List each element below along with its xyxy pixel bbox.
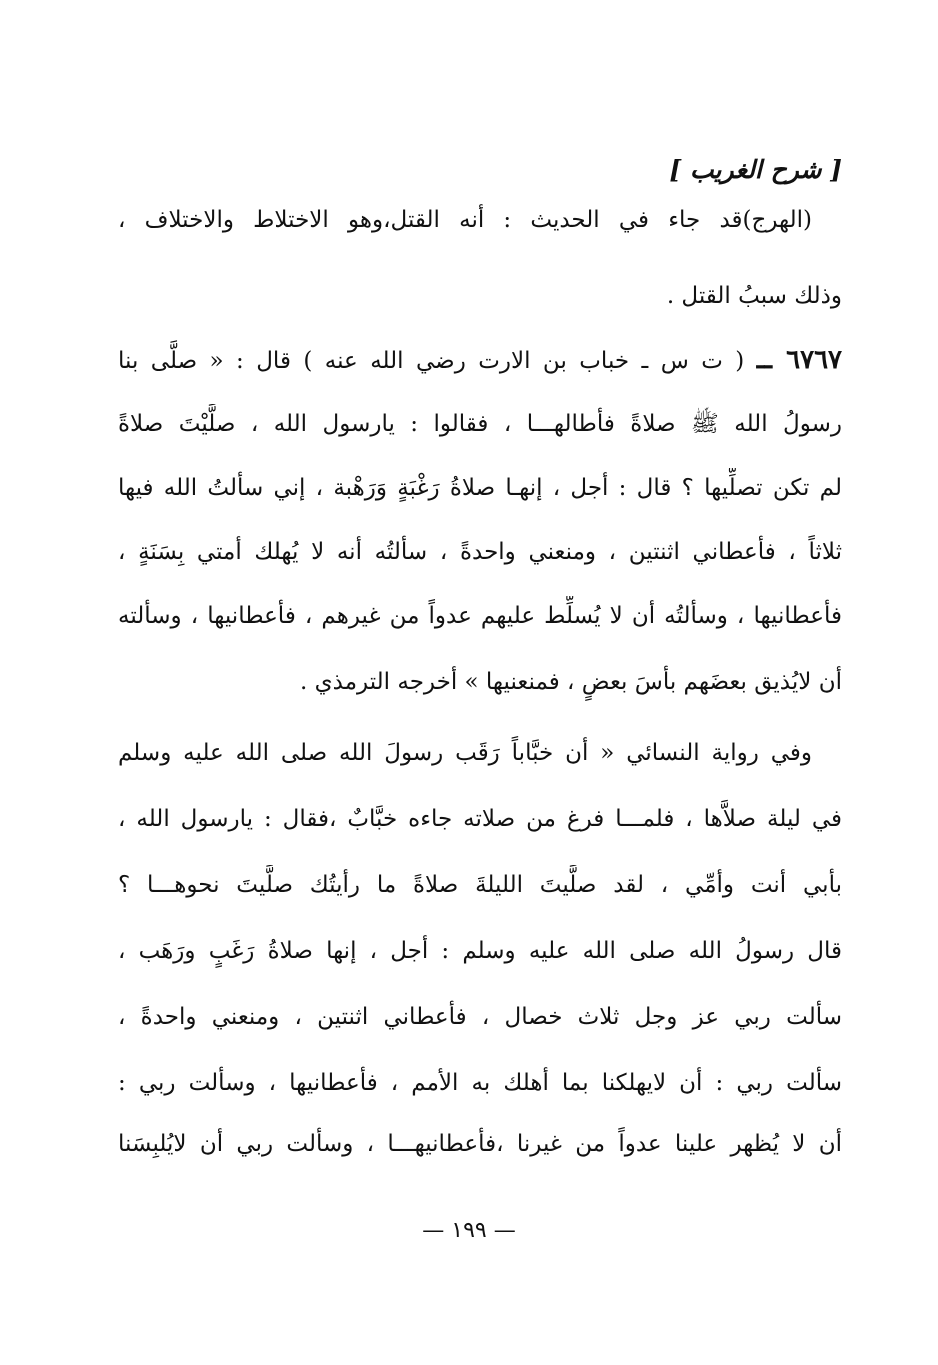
nasai-line-3: بأبي أنت وأمِّي ، لقد صلَّيتَ الليلةَ صلاةً ما رأيتُك صلَّيتَ نحوهـــا ؟	[118, 872, 842, 898]
nasai-line-5: سألت ربي عز وجل ثلاث خصال ، فأعطاني اثنتين ، ومنعني واحدةً ،	[118, 1004, 842, 1030]
hadith-line-2: رسولُ الله ﷺ صلاةً فأطالهـــا ، فقالوا : يارسول الله ، صلَّيْتَ صلاةً	[118, 411, 842, 437]
nasai-line-1: وفي رواية النسائي « أن خبَّاباً رَقَب رسولَ الله صلى الله عليه وسلم	[118, 740, 812, 766]
gloss-line-1: (الهرج)قد جاء في الحديث : أنه القتل،وهو الاختلاط والاختلاف ،	[118, 207, 812, 233]
nasai-line-4: قال رسولُ الله صلى الله عليه وسلم : أجل ، إنها صلاةُ رَغَبٍ ورَهَب ،	[118, 938, 842, 964]
nasai-line-7: أن لا يُظهر علينا عدواً من غيرنا ،فأعطانيهـــا ، وسألت ربي أن لايُلبِسَنا	[118, 1131, 842, 1157]
page-number: — ١٩٩ —	[422, 1218, 516, 1243]
hadith-number: ٦٧٦٧ ــ	[756, 345, 842, 375]
nasai-line-6: سألت ربي : أن لايهلكنا بما أهلك به الأمم ، فأعطانيها ، وسألت ربي :	[118, 1070, 842, 1096]
section-heading: [ شرح الغريب ]	[669, 155, 842, 184]
hadith-first-line-text: ( ت س ـ خباب بن الارت رضي الله عنه ) قال : « صلَّى بنا	[118, 348, 745, 374]
gloss-line-2: وذلك سببُ القتل .	[666, 283, 842, 309]
hadith-line-5: فأعطانيها ، وسألتُه أن لا يُسلِّط عليهم عدواً من غيرهم ، فأعطانيها ، وسألته	[118, 603, 842, 629]
nasai-line-2: في ليلة صلاَّها ، فلمـــا فرغ من صلاته جاءه خبَّابٌ ،فقال : يارسول الله ،	[118, 806, 842, 832]
hadith-line-3: لم تكن تصلِّيها ؟ قال : أجل ، إنهـا صلاةُ رَغْبَةٍ وَرَهْبة ، إني سألتُ الله فيها	[118, 475, 842, 501]
hadith-line-6: أن لايُذيق بعضَهم بأسَ بعضٍ ، فمنعنيها » أخرجه الترمذي .	[300, 669, 842, 695]
hadith-first-line	[118, 340, 842, 380]
hadith-line-4: ثلاثاً ، فأعطاني اثنتين ، ومنعني واحدةً ، سألتُه أنه لا يُهلك أمتي بِسَنَةٍ ،	[118, 539, 842, 565]
